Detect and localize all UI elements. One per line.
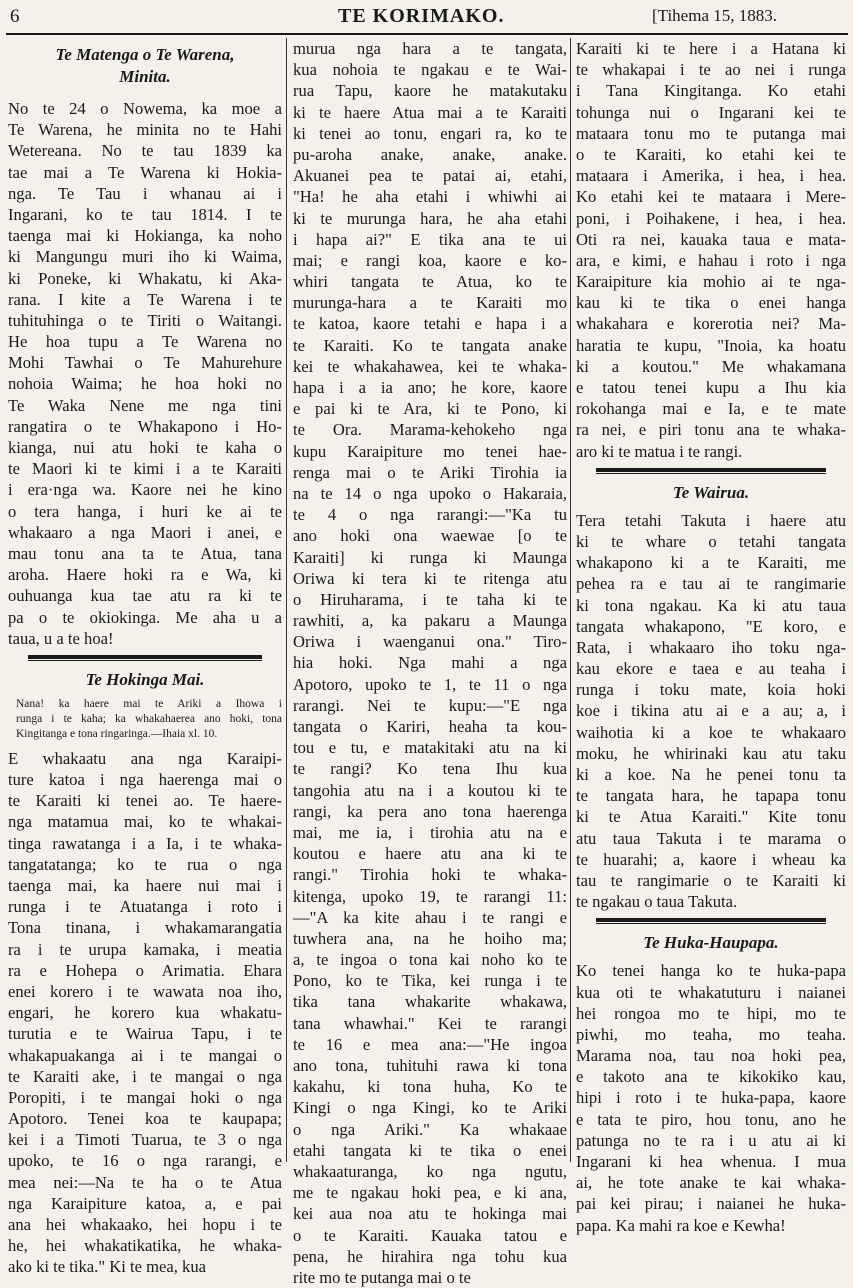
text-line: murua nga hara a te tangata,	[293, 39, 567, 58]
text-line: ki a koutou." Me whakamana	[576, 356, 846, 376]
article-obituary	[8, 38, 282, 649]
text-line: whakahara e korerotia nei? Ma-	[576, 314, 846, 334]
text-line: te Karaiti. Ko te tangata anake	[293, 335, 567, 355]
text-line: rangatira o te Whakapono i Ho-	[8, 416, 282, 436]
text-line: i Tana Kingitanga. Ko etahi	[576, 81, 846, 101]
text-line: tangatatanga; ko te rua o nga	[8, 854, 282, 874]
text-line: poni, i Poihakene, i hea, i hea.	[576, 208, 846, 228]
text-line: mataara i Amerika, i hea, i hea.	[576, 166, 846, 186]
epigraph-line: runga i te kaha; ka whakahaerea ano hoki, tona	[16, 712, 282, 725]
text-line: ra nei, e piri tonu ana te whaka-	[576, 420, 846, 440]
text-line: Karaipiture kia mohio ai te nga-	[576, 272, 846, 292]
text-line: ki te murunga hara, he aha etahi	[293, 208, 567, 228]
text-line: mea nei:—Na te ha o te Atua	[8, 1172, 282, 1192]
text-line: mataara tonu mo te putanga mai	[576, 123, 846, 143]
text-line: runga i toku mate, koia hoki	[576, 680, 846, 700]
text-line: aro ki te matua i te rangi.	[576, 441, 743, 461]
text-line: tohunga nui o Ingarani kei te	[576, 102, 846, 122]
text-line: e pai ki te Ara, ki te Pono, ki	[293, 399, 567, 419]
article-body	[8, 98, 282, 649]
text-line: Oriwa ki tera ki te ritenga atu	[293, 568, 567, 588]
text-line: E whakaatu ana nga Karaipi-	[8, 748, 282, 768]
text-line: pehea ra e tau ai te rangimarie	[576, 574, 846, 594]
text-line: moku, he whirinaki kau atu taku	[576, 743, 846, 763]
text-line: mai; e rangi koa, kaore e ko-	[293, 250, 567, 270]
text-line: o Hiruharama, i te taha ki te	[293, 589, 567, 609]
page-number: 6	[10, 6, 20, 27]
text-line: Ingarani ki hea whenua. I mua	[576, 1152, 846, 1171]
text-line: ki tona ngakau. Ka ki atu taua	[576, 595, 846, 615]
text-line: patunga no te ra i u atu ai ki	[576, 1130, 846, 1150]
article-body	[8, 748, 282, 1278]
text-line: te Ora. Marama-kehokeho nga	[293, 420, 567, 440]
text-line: kua nohoia te ngakau e te Wai-	[293, 60, 567, 80]
text-line: Ingarani, ko te tau 1814. I te	[8, 204, 282, 224]
text-line: Apotoro. Tenei koa te kaupapa;	[8, 1109, 282, 1129]
text-line: rangi, ka pera ano tona haerenga	[293, 801, 567, 821]
article-title: Te Hokinga Mai.	[85, 669, 205, 689]
text-line: hapa i a ia ano; he kore, kaore	[293, 378, 567, 397]
text-line: ra e Hohepa o Arimatia. Ehara	[8, 960, 282, 980]
column-divider	[286, 38, 287, 1162]
text-line: hipi i roto i te huka-papa, kaore	[576, 1088, 846, 1108]
text-line: tangohia atu na i a koutou ki te	[293, 780, 567, 800]
column-2	[293, 38, 567, 1287]
text-line: koe i tikina atu ai e a au; a, i	[576, 701, 846, 721]
text-line: kei aua noa atu te hokinga mai	[293, 1204, 567, 1224]
text-line: taua, u a te hoa!	[8, 628, 114, 648]
text-line: koutou e haere atu ana ki te	[293, 844, 567, 864]
text-line: te huarahi; a, kaore i wheau ka	[576, 849, 846, 869]
text-line: na te 14 o nga upoko o Hakaraia,	[293, 483, 567, 503]
text-line: whakaaro a nga Maori i anei, e	[8, 522, 282, 542]
article-body	[293, 38, 567, 1288]
text-line: whakapuakanga ai i te mangai o	[8, 1045, 282, 1065]
text-line: rua Tapu, kaore he matakutaku	[293, 81, 567, 101]
article-title: Te Huka-Haupapa.	[643, 933, 779, 953]
text-line: ki te Atua Karaiti." Kite tonu	[576, 807, 846, 827]
section-rule	[596, 468, 826, 472]
text-line: renga mai o te Ariki Tirohia ia	[293, 462, 567, 482]
text-line: he, hei whakatikatika, he whaka-	[8, 1236, 282, 1256]
text-line: tana whawhai." Kei te rarangi	[293, 1013, 567, 1033]
text-line: o te Karaiti. Kauaka tatou e	[293, 1225, 567, 1245]
text-line: te ngakau o taua Takuta.	[576, 892, 738, 912]
page-header	[0, 0, 853, 36]
text-line: te Karaiti ki tenei ao. Te haere-	[8, 791, 282, 811]
title-line: Minita.	[119, 67, 171, 86]
text-line: nga Karaipiture katoa, a, e pai	[8, 1193, 282, 1213]
section-rule	[596, 923, 826, 924]
article-body-continued	[576, 38, 846, 462]
section-rule	[28, 655, 262, 659]
text-line: whakaaturanga, ko nga ngutu,	[293, 1161, 567, 1181]
section-rule	[596, 473, 826, 474]
text-line: kei i a Timoti Tuarua, te 3 o nga	[8, 1130, 282, 1150]
text-line: ki a koe. Na he penei tonu ta	[576, 765, 846, 784]
text-line: tuwhera ana, na he hoiho ma;	[293, 928, 567, 948]
text-line: Te Warena, he minita no te Hahi	[8, 120, 282, 140]
text-line: e tata te piro, hou tonu, ano he	[576, 1109, 846, 1129]
text-line: rokohanga mai e Ia, e te mate	[576, 399, 846, 419]
article-title	[8, 44, 282, 88]
text-line: ki te haere Atua mai a te Karaiti	[293, 102, 567, 122]
text-line: piwhi, mo teaha, mo teaha.	[576, 1024, 846, 1044]
text-line: e tatou tenei kupu a Ihu kia	[576, 378, 846, 397]
text-line: kei te whakahawea, kei te whaka-	[293, 356, 567, 376]
article-body	[576, 510, 846, 913]
text-line: ouhuanga kua tae atu ra ki te	[8, 586, 282, 606]
text-line: pena, he hirahira nga tohu kua	[293, 1246, 567, 1266]
text-line: kitenga, upoko 19, te rarangi 11:	[293, 886, 567, 906]
text-line: kianga, nui atu hoki te kaha o	[8, 438, 282, 457]
text-line: whiri tangata te Atua, ko te	[293, 272, 567, 292]
text-line: "Ha! he aha etahi i whiwhi ai	[293, 187, 567, 207]
text-line: mai, me ia, i tirohia atu na e	[293, 822, 567, 842]
text-line: ana hei whakaako, hei hopu i te	[8, 1215, 282, 1234]
text-line: o nga Ariki." Ka whakaae	[293, 1119, 567, 1139]
text-line: me te ngakau hoki pea, e ki ana,	[293, 1183, 567, 1203]
text-line: te whakapai i te ao nei i runga	[576, 60, 846, 80]
epigraph-line: Nana! ka haere mai te Ariki a Ihowa i	[16, 697, 282, 710]
text-line: kau ki te tika o enei hanga	[576, 293, 846, 313]
text-line: nga matamua mai, ko te whakai-	[8, 812, 282, 832]
text-line: Oriwa i waenganui ona." Tiro-	[293, 632, 567, 652]
text-line: o te Karaiti, ko etahi kei te	[576, 144, 846, 164]
text-line: engari, he korero kua whakatu-	[8, 1003, 282, 1023]
header-rule	[6, 33, 848, 35]
text-line: papa. Ka mahi ra koe e Kewha!	[576, 1215, 786, 1235]
text-line: rana. I kite a Te Warena i te	[8, 289, 282, 309]
article-title: Te Wairua.	[672, 482, 750, 502]
text-line: atu taua Takuta i te marama o	[576, 828, 846, 848]
text-line: ano tona, tuhituhi rawa ki tona	[293, 1056, 567, 1075]
text-line: ture katoa i nga haerenga mai o	[8, 770, 282, 790]
text-line: tinga rawatanga i a Ia, i te whaka-	[8, 833, 282, 853]
text-line: te rangi? Ko tena Ihu kua	[293, 759, 567, 779]
text-line: Oti ra nei, kauaka taua e mata-	[576, 229, 846, 249]
text-line: ako ki te tika." Ki te mea, kua	[8, 1257, 206, 1277]
text-line: kau ekore e taea e au teaha i	[576, 659, 846, 679]
text-line: upoko, te 16 o nga rarangi, e	[8, 1151, 282, 1171]
text-line: Wetereana. No te tau 1839 ka	[8, 141, 282, 161]
text-line: Tera tetahi Takuta i haere atu	[576, 510, 846, 530]
text-line: enei korero i te wawata noa iho,	[8, 981, 282, 1001]
text-line: ara, e kimi, e hahau i roto i nga	[576, 250, 846, 270]
text-line: rite mo te putanga mai o te	[293, 1267, 471, 1287]
text-line: tuhituhinga o te Tiriti o Waitangi.	[8, 310, 282, 330]
text-line: runga i te Atuatanga i roto i	[8, 897, 282, 917]
article-wairua	[576, 482, 846, 913]
text-line: turutia e te Wairua Tapu, i te	[8, 1024, 282, 1044]
article-hokinga-mai	[8, 669, 282, 1278]
text-line: haratia te kupu, "Inoia, ka hoatu	[576, 335, 846, 355]
text-line: Te Waka Nene me nga tini	[8, 395, 282, 415]
text-line: i era·nga wa. Kaore nei he kino	[8, 480, 282, 500]
newspaper-title: TE KORIMAKO.	[338, 5, 505, 27]
text-line: ano hoki ona waewae [o te	[293, 526, 567, 546]
article-huka-haupapa	[576, 932, 846, 1235]
text-line: Karaiti ki te here i a Hatana ki	[576, 39, 846, 58]
column-divider	[570, 38, 571, 1162]
text-line: ki Poneke, ki Whakatu, ki Aka-	[8, 268, 282, 288]
text-line: whakapono ki a te Karaiti, me	[576, 553, 846, 573]
text-line: a, te ingoa o tona kai noho ko te	[293, 950, 567, 970]
text-line: tika tana whakarite whakawa,	[293, 992, 567, 1012]
text-line: Tona tinana, i whakamarangatia	[8, 918, 282, 938]
text-line: te tangata hara, he tapapa tonu	[576, 786, 846, 806]
text-line: e takoto ana te kikokiko kau,	[576, 1067, 846, 1087]
text-line: te 4 o nga rarangi:—"Ka tu	[293, 505, 567, 525]
text-line: ra i te urupa kamaka, i meatia	[8, 939, 282, 959]
text-line: hia hoki. Nga mahi a nga	[293, 653, 567, 673]
text-line: taenga mai, ka haere nui mai i	[8, 876, 282, 895]
text-line: waihotia ki a koe te whakaaro	[576, 722, 846, 742]
text-line: —"A ka kite ahau i te rangi e	[293, 907, 567, 927]
section-rule	[596, 918, 826, 922]
text-line: kua oti te whakatuturu i naianei	[576, 982, 846, 1002]
column-1	[8, 38, 282, 1277]
text-line: Pono, ko te Tika, kei runga i te	[293, 971, 567, 991]
text-line: ki te whare o tetahi tangata	[576, 531, 846, 551]
text-line: ki Mangungu muri iho ki Waima,	[8, 247, 282, 267]
text-line: Rata, i whakaaro iho toku nga-	[576, 637, 846, 657]
text-line: Marama noa, tau noa hoki pea,	[576, 1046, 846, 1066]
column-3	[576, 38, 846, 1235]
text-line: pu-aroha anake, anake, anake.	[293, 144, 567, 164]
text-line: Akuanei pea te patai ai, etahi,	[293, 166, 567, 186]
text-line: etahi tangata ki te tika o enei	[293, 1140, 567, 1160]
article-body	[576, 960, 846, 1235]
text-line: nga. Te Tau i whanau ai i	[8, 183, 282, 203]
text-line: ki tenei ao tonu, engari ra, ko te	[293, 123, 567, 143]
text-line: te Karaiti ake, i te mangai o nga	[8, 1066, 282, 1086]
text-line: pai kei pirau; i naianei he huka-	[576, 1194, 846, 1214]
epigraph-line: Kingitanga e tona ringaringa.—Ihaia xl. 10.	[16, 727, 218, 740]
text-line: te katoa, kaore tetahi e hapa i a	[293, 314, 567, 334]
text-line: Ko tenei hanga ko te huka-papa	[576, 961, 846, 981]
text-line: i hapa ai?" E tika ana te ui	[293, 229, 567, 249]
issue-date: [Tihema 15, 1883.	[652, 6, 777, 25]
text-line: tae mai a Te Warena ki Hokia-	[8, 162, 282, 182]
text-line: murunga-hara a te Karaiti mo	[293, 293, 567, 313]
text-line: tangata o Kariri, heaha ta kou-	[293, 717, 567, 736]
text-line: te 16 e mea ana:—"He ingoa	[293, 1034, 567, 1054]
text-line: taenga mai ki Hokianga, ka noho	[8, 226, 282, 246]
text-line: tou e tu, e matakitaki atu na ki	[293, 738, 567, 758]
text-line: Kingi o nga Kingi, ko te Ariki	[293, 1098, 567, 1118]
text-line: Karaiti] ki runga ki Maunga	[293, 547, 567, 567]
text-line: kakahu, ki tona huha, Ko te	[293, 1077, 567, 1097]
text-line: Apotoro, upoko te 1, te 11 o nga	[293, 674, 567, 694]
text-line: mau tonu ana ta te Atua, tana	[8, 543, 282, 563]
text-line: rawhiti, a, ka pakaru a Maunga	[293, 611, 567, 631]
text-line: Ko etahi kei te mataara i Mere-	[576, 187, 846, 207]
text-line: He hoa tupu a Te Warena no	[8, 332, 282, 352]
text-line: rarangi. Nei te kupu:—"E nga	[293, 695, 567, 715]
text-line: aroha. Haere hoki ra e Wa, ki	[8, 565, 282, 585]
epigraph	[8, 697, 282, 742]
text-line: No te 24 o Nowema, ka moe a	[8, 99, 282, 118]
text-line: ai, he tote anake te kai whaka-	[576, 1173, 846, 1193]
text-line: rangi." Tirohia hoki te whaka-	[293, 865, 567, 885]
text-line: o tera hanga, i huri ke ai te	[8, 501, 282, 521]
text-line: nohoia Waima; he hoa hoki no	[8, 374, 282, 394]
text-line: kupu Karaipiture mo tenei hae-	[293, 441, 567, 461]
section-rule	[28, 660, 262, 661]
title-line: Te Matenga o Te Warena,	[55, 45, 235, 64]
text-line: te Maori ki te kimi i a te Karaiti	[8, 459, 282, 479]
text-line: Poropiti, i te mangai hoki o nga	[8, 1087, 282, 1107]
text-line: tangata whakapono, "E koro, e	[576, 616, 846, 636]
text-line: pa o te okiokinga. Me aha u a	[8, 607, 282, 627]
text-line: tau te rangimarie o te Karaiti ki	[576, 870, 846, 890]
text-line: Mohi Tawhai o Te Mahurehure	[8, 353, 282, 373]
text-line: hei rongoa mo te hipi, mo te	[576, 1003, 846, 1023]
